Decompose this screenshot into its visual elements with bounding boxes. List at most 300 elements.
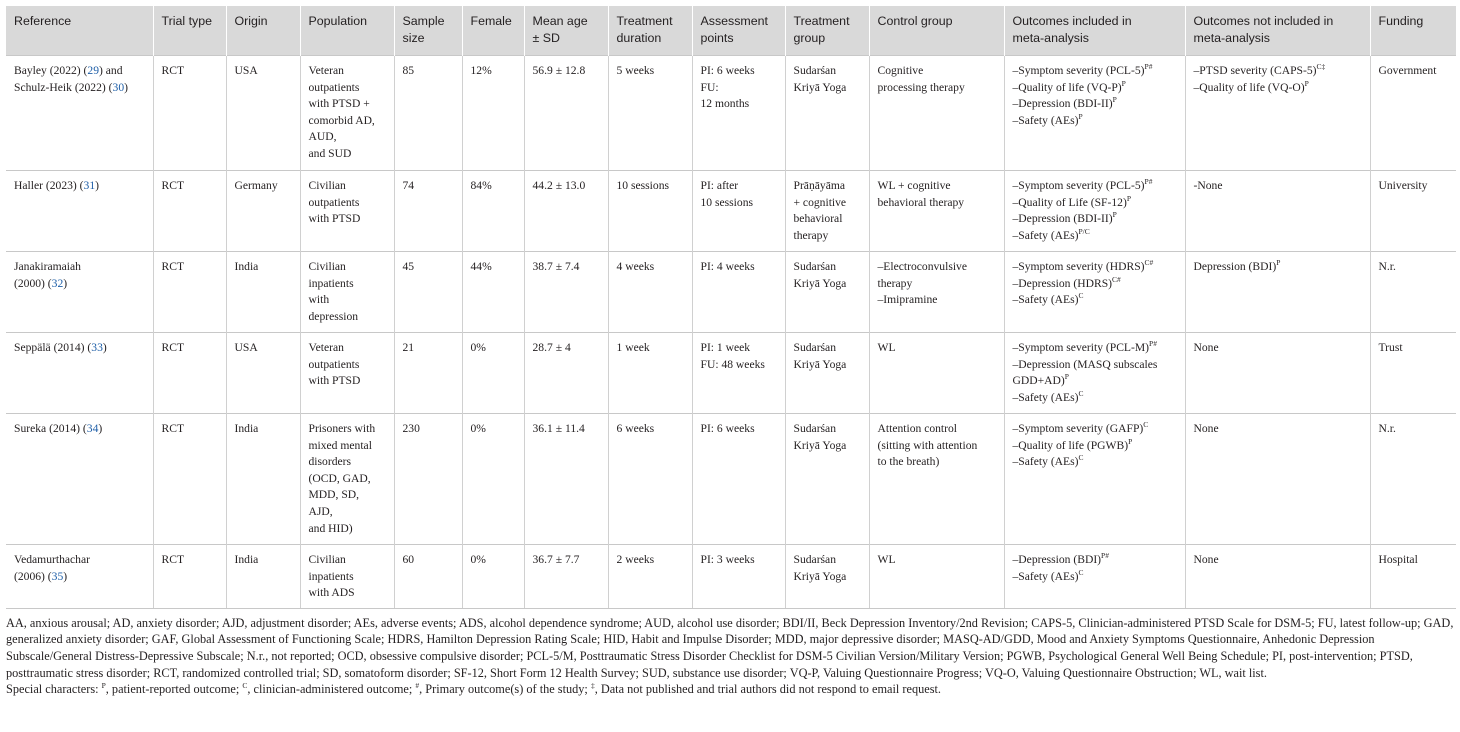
population-text: Veteran xyxy=(308,64,344,77)
outcome-text: ‒PTSD severity (CAPS-5) xyxy=(1193,64,1317,77)
cell-trial-type xyxy=(153,171,226,252)
citation-link[interactable]: 33 xyxy=(91,341,103,354)
outcome-marker: C# xyxy=(1112,274,1121,284)
origin-text: India xyxy=(234,260,259,273)
column-header-sample-size xyxy=(394,6,462,56)
cell-treatment-group xyxy=(785,414,869,545)
outcome-item xyxy=(1013,211,1177,228)
treatment-group-text: therapy xyxy=(793,228,829,242)
reference-text: Schulz-Heik (2022) ( xyxy=(14,80,113,94)
outcome-text: ‒Depression (BDI-II) xyxy=(1012,97,1113,111)
outcome-marker: C xyxy=(1078,453,1084,463)
cell-outcomes-included xyxy=(1004,545,1185,609)
outcome-text: ‒Quality of life (VQ-O) xyxy=(1193,80,1305,94)
cell-reference xyxy=(6,56,153,171)
header-text: points xyxy=(700,30,734,45)
outcome-text: ‒Depression (MASQ subscales xyxy=(1012,357,1158,371)
treatment-group-text: Kriyā Yoga xyxy=(793,357,847,371)
outcome-text: None xyxy=(1193,422,1219,435)
cell-treatment-group xyxy=(785,56,869,171)
table-header-row xyxy=(6,6,1456,56)
outcome-item xyxy=(1013,63,1177,80)
cell-origin xyxy=(226,333,300,414)
population-text: Veteran xyxy=(308,341,344,354)
cell-population xyxy=(300,252,394,333)
origin-text: USA xyxy=(234,64,258,77)
trial-type-text: RCT xyxy=(161,179,185,192)
cell-assessment-points xyxy=(692,171,785,252)
outcome-item xyxy=(1013,80,1177,97)
header-text: Origin xyxy=(234,14,268,28)
outcome-item xyxy=(1013,276,1177,293)
header-text: meta-analysis xyxy=(1193,30,1270,45)
table-row xyxy=(6,333,1456,414)
cell-female xyxy=(462,171,524,252)
citation-link[interactable]: 29 xyxy=(87,64,100,77)
outcome-text: ‒Symptom severity (PCL-5) xyxy=(1012,64,1145,77)
header-text: Reference xyxy=(14,14,72,28)
outcome-text: Depression (BDI) xyxy=(1193,260,1277,273)
cell-funding xyxy=(1370,333,1456,414)
cell-outcomes-not-included xyxy=(1185,545,1370,609)
outcome-item xyxy=(1013,454,1177,471)
population-text: MDD, SD, xyxy=(308,488,360,502)
header-text: ± SD xyxy=(532,30,560,45)
cell-origin xyxy=(226,252,300,333)
column-header-outcomes-not-included xyxy=(1185,6,1370,56)
sample-size-text: 74 xyxy=(402,179,415,192)
outcome-marker: P xyxy=(1126,193,1131,203)
control-group-text: to the breath) xyxy=(877,455,940,469)
citation-link[interactable]: 31 xyxy=(83,179,96,192)
cell-reference xyxy=(6,252,153,333)
outcome-item xyxy=(1013,195,1177,212)
mean-age-text: 56.9 ± 12.8 xyxy=(532,64,586,77)
outcome-marker: C xyxy=(1143,420,1149,429)
population-text: outpatients xyxy=(308,80,360,94)
document xyxy=(6,6,1456,698)
outcome-marker: P xyxy=(1128,436,1133,446)
treatment-group-text: behavioral xyxy=(793,212,843,226)
header-text: meta-analysis xyxy=(1012,30,1089,45)
population-text: AJD, xyxy=(308,504,333,518)
female-text: 0% xyxy=(470,553,486,566)
funding-text: Trust xyxy=(1378,341,1403,354)
special-character-text: Special characters: xyxy=(6,682,102,697)
reference-text: ) xyxy=(95,179,100,192)
cell-sample-size xyxy=(394,171,462,252)
funding-text: Hospital xyxy=(1378,553,1418,566)
column-header-trial-type xyxy=(153,6,226,56)
outcome-text: ‒Depression (BDI-II) xyxy=(1012,212,1113,226)
cell-mean-age xyxy=(524,333,608,414)
outcome-text: ‒Quality of Life (SF-12) xyxy=(1012,195,1127,209)
cell-reference xyxy=(6,414,153,545)
outcome-text: ‒Symptom severity (PCL-M) xyxy=(1012,341,1150,354)
cell-sample-size xyxy=(394,414,462,545)
treatment-duration-text: 6 weeks xyxy=(616,422,655,435)
cell-sample-size xyxy=(394,545,462,609)
outcome-text: ‒Safety (AEs) xyxy=(1012,390,1079,404)
header-text: Sample xyxy=(402,14,445,28)
assessment-points-text: 12 months xyxy=(700,97,750,111)
control-group-text: WL xyxy=(877,341,896,354)
outcome-item xyxy=(1013,113,1177,130)
cell-trial-type xyxy=(153,333,226,414)
cell-trial-type xyxy=(153,414,226,545)
column-header-female xyxy=(462,6,524,56)
cell-funding xyxy=(1370,171,1456,252)
special-character-symbol: # xyxy=(415,681,420,691)
special-characters-note xyxy=(6,681,1456,698)
column-header-funding xyxy=(1370,6,1456,56)
reference-text: (2006) ( xyxy=(14,569,52,583)
trial-type-text: RCT xyxy=(161,64,185,77)
assessment-points-text: PI: 4 weeks xyxy=(700,260,755,273)
outcome-marker: P# xyxy=(1144,62,1153,71)
population-text: with PTSD + xyxy=(308,97,370,111)
citation-link[interactable]: 34 xyxy=(86,422,99,435)
assessment-points-text: PI: 6 weeks xyxy=(700,422,755,435)
population-text: inpatients xyxy=(308,276,354,290)
abbreviations-note: AA, anxious arousal; AD, anxiety disorder; AJD, adjustment disorder; AEs, adverse events; ADS, alcohol dependence syndrome; AUD, alcohol use disorder; BDI/II, Beck Depression Inventory/2nd Revision; CAPS-5, Clinician-administered PTSD Scale for DSM-5; FU, latest follow-up; GAD, generalized anxiety disorder; GAF, Global Assessment of Functioning Scale; HDRS, Hamilton Depression Rating Scale; HID, Habit and Impulse Disorder; MDD, major depressive disorder; MASQ-AD/GDD, Mood and Anxiety Symptoms Questionnaire, Anhedonic Depression Subscale/General Distress-Depressive Subscale; N.r., not reported; OCD, obsessive compulsive disorder; PCL-5/M, Posttraumatic Stress Disorder Checklist for DSM-5 Civilian Version/Military Version; PGWB, Psychological General Well Being Schedule; PI, post-intervention; PTSD, posttraumatic stress disorder; RCT, randomized controlled trial; SD, somatoform disorder; SF-12, Short Form 12 Health Survey; SUD, substance use disorder; VQ-P, Valuing Questionnaire Progress; VQ-O, Valuing Questionnaire Obstruction; WL, wait list. xyxy=(6,615,1454,680)
header-text: group xyxy=(793,30,826,45)
origin-text: USA xyxy=(234,341,258,354)
citation-link[interactable]: 32 xyxy=(51,276,64,290)
population-text: and HID) xyxy=(308,521,353,535)
cell-origin xyxy=(226,171,300,252)
outcome-marker: P xyxy=(1112,210,1117,220)
cell-outcomes-included xyxy=(1004,252,1185,333)
cell-treatment-duration xyxy=(608,171,692,252)
population-text: inpatients xyxy=(308,569,354,583)
sample-size-text: 45 xyxy=(402,260,415,273)
control-group-text: WL + cognitive xyxy=(877,179,951,192)
mean-age-text: 44.2 ± 13.0 xyxy=(532,179,586,192)
cell-sample-size xyxy=(394,252,462,333)
cell-outcomes-included xyxy=(1004,414,1185,545)
outcome-item xyxy=(1194,421,1362,438)
treatment-duration-text: 5 weeks xyxy=(616,64,655,77)
study-characteristics-table xyxy=(6,6,1456,609)
reference-line xyxy=(14,552,145,569)
reference-text: Haller (2023) ( xyxy=(14,179,84,192)
cell-outcomes-included xyxy=(1004,333,1185,414)
cell-female xyxy=(462,252,524,333)
column-header-reference xyxy=(6,6,153,56)
cell-control-group xyxy=(869,333,1004,414)
sample-size-text: 85 xyxy=(402,64,415,77)
assessment-points-text: PI: 1 week xyxy=(700,341,751,354)
assessment-points-text: FU: 48 weeks xyxy=(700,357,765,371)
cell-treatment-duration xyxy=(608,56,692,171)
population-text: with ADS xyxy=(308,586,355,600)
column-header-assessment-points xyxy=(692,6,785,56)
population-text: comorbid AD, xyxy=(308,113,375,127)
cell-control-group xyxy=(869,171,1004,252)
reference-text: Seppälä (2014) ( xyxy=(14,341,92,354)
outcome-marker: C# xyxy=(1144,258,1154,267)
outcome-item xyxy=(1013,438,1177,455)
outcome-text: -None xyxy=(1193,179,1223,192)
female-text: 84% xyxy=(470,179,492,192)
outcome-text: ‒Safety (AEs) xyxy=(1012,455,1079,469)
cell-origin xyxy=(226,545,300,609)
cell-origin xyxy=(226,56,300,171)
population-text: AUD, xyxy=(308,130,337,144)
cell-assessment-points xyxy=(692,545,785,609)
treatment-duration-text: 4 weeks xyxy=(616,260,655,273)
column-header-origin xyxy=(226,6,300,56)
column-header-control-group xyxy=(869,6,1004,56)
cell-outcomes-included xyxy=(1004,171,1185,252)
special-character-symbol: ‡ xyxy=(590,681,595,691)
cell-female xyxy=(462,545,524,609)
column-header-population xyxy=(300,6,394,56)
special-character-symbol: P xyxy=(101,681,106,691)
control-group-text: ‒Electroconvulsive xyxy=(877,260,968,273)
cell-population xyxy=(300,56,394,171)
cell-funding xyxy=(1370,545,1456,609)
outcome-marker: C xyxy=(1078,567,1084,577)
outcome-marker: P# xyxy=(1149,339,1157,348)
control-group-text: Attention control xyxy=(877,422,958,435)
outcome-text: ‒Depression (HDRS) xyxy=(1012,276,1113,290)
sample-size-text: 230 xyxy=(402,422,420,435)
cell-assessment-points xyxy=(692,414,785,545)
reference-line xyxy=(14,276,145,293)
outcome-text: ‒Safety (AEs) xyxy=(1012,228,1079,242)
population-text: with PTSD xyxy=(308,212,361,226)
sample-size-text: 60 xyxy=(402,553,415,566)
cell-female xyxy=(462,56,524,171)
cell-funding xyxy=(1370,56,1456,171)
control-group-text: WL xyxy=(877,553,896,566)
column-header-treatment-group xyxy=(785,6,869,56)
population-text: disorders xyxy=(308,455,352,469)
reference-line xyxy=(14,63,145,80)
cell-mean-age xyxy=(524,171,608,252)
reference-line xyxy=(14,421,145,438)
reference-text: ) xyxy=(98,422,103,435)
cell-reference xyxy=(6,545,153,609)
header-text: Treatment xyxy=(793,14,850,28)
outcome-item xyxy=(1013,373,1177,390)
population-text: and SUD xyxy=(308,146,352,160)
header-text: Female xyxy=(470,14,512,28)
origin-text: India xyxy=(234,422,259,435)
header-text: Outcomes not included in xyxy=(1193,14,1334,28)
header-text: Funding xyxy=(1378,14,1424,28)
cell-treatment-duration xyxy=(608,414,692,545)
outcome-item xyxy=(1194,80,1362,97)
column-header-mean-age xyxy=(524,6,608,56)
cell-control-group xyxy=(869,252,1004,333)
outcome-item xyxy=(1194,340,1362,357)
female-text: 12% xyxy=(470,64,492,77)
population-text: outpatients xyxy=(308,357,360,371)
cell-outcomes-not-included xyxy=(1185,171,1370,252)
cell-treatment-duration xyxy=(608,545,692,609)
origin-text: Germany xyxy=(234,179,278,192)
outcome-text: GDD+AD) xyxy=(1012,374,1065,388)
outcome-item xyxy=(1013,357,1177,374)
outcome-item xyxy=(1013,96,1177,113)
control-group-text: processing therapy xyxy=(877,80,965,94)
cell-reference xyxy=(6,333,153,414)
reference-text: Janakiramaiah xyxy=(14,260,81,273)
assessment-points-text: 10 sessions xyxy=(700,195,754,209)
treatment-group-text: Kriyā Yoga xyxy=(793,569,847,583)
population-text: with PTSD xyxy=(308,374,361,388)
population-text: Civilian xyxy=(308,260,346,273)
citation-link[interactable]: 30 xyxy=(112,80,125,94)
cell-population xyxy=(300,414,394,545)
treatment-group-text: Prāṇāyāma xyxy=(793,179,846,192)
cell-origin xyxy=(226,414,300,545)
treatment-group-text: Kriyā Yoga xyxy=(793,80,847,94)
header-text: Outcomes included in xyxy=(1012,14,1132,28)
trial-type-text: RCT xyxy=(161,341,185,354)
reference-line xyxy=(14,80,145,97)
outcome-text: ‒Depression (BDI) xyxy=(1012,553,1102,566)
reference-text: Vedamurthachar xyxy=(14,553,90,566)
table-footnotes xyxy=(6,615,1456,698)
population-text: Civilian xyxy=(308,179,346,192)
cell-control-group xyxy=(869,414,1004,545)
cell-population xyxy=(300,545,394,609)
population-text: Civilian xyxy=(308,553,346,566)
cell-treatment-duration xyxy=(608,252,692,333)
cell-mean-age xyxy=(524,414,608,545)
cell-population xyxy=(300,333,394,414)
outcome-marker: P# xyxy=(1101,551,1109,560)
cell-sample-size xyxy=(394,333,462,414)
outcome-marker: P xyxy=(1112,95,1117,105)
cell-outcomes-not-included xyxy=(1185,414,1370,545)
population-text: outpatients xyxy=(308,195,360,209)
population-text: mixed mental xyxy=(308,438,372,452)
outcome-item xyxy=(1013,178,1177,195)
funding-text: University xyxy=(1378,179,1428,192)
treatment-duration-text: 10 sessions xyxy=(616,179,670,192)
table-row xyxy=(6,414,1456,545)
header-text: Assessment xyxy=(700,14,768,28)
outcome-item xyxy=(1013,390,1177,407)
origin-text: India xyxy=(234,553,259,566)
outcome-item xyxy=(1013,421,1177,438)
outcome-item xyxy=(1013,292,1177,309)
treatment-group-text: Sudarśan xyxy=(793,341,837,354)
header-text: Trial type xyxy=(161,14,212,28)
outcome-item xyxy=(1013,552,1177,569)
control-group-text: behavioral therapy xyxy=(877,195,965,209)
treatment-group-text: Sudarśan xyxy=(793,260,837,273)
control-group-text: (sitting with attention xyxy=(877,438,978,452)
control-group-text: therapy xyxy=(877,276,913,290)
cell-female xyxy=(462,414,524,545)
outcome-text: None xyxy=(1193,553,1219,566)
outcome-marker: P xyxy=(1121,78,1126,88)
outcome-marker: P xyxy=(1276,258,1281,267)
cell-control-group xyxy=(869,545,1004,609)
control-group-text: Cognitive xyxy=(877,64,924,77)
outcome-marker: P/C xyxy=(1078,226,1090,236)
female-text: 0% xyxy=(470,422,486,435)
header-text: Treatment xyxy=(616,14,673,28)
column-header-outcomes-included xyxy=(1004,6,1185,56)
cell-assessment-points xyxy=(692,252,785,333)
cell-treatment-group xyxy=(785,252,869,333)
cell-funding xyxy=(1370,414,1456,545)
outcome-item xyxy=(1194,178,1362,195)
table-row xyxy=(6,171,1456,252)
outcome-item xyxy=(1013,340,1177,357)
control-group-text: ‒Imipramine xyxy=(877,293,938,307)
cell-mean-age xyxy=(524,56,608,171)
reference-text: ) xyxy=(124,80,128,94)
outcome-marker: C xyxy=(1078,388,1084,398)
cell-assessment-points xyxy=(692,333,785,414)
reference-text: ) and xyxy=(99,64,123,77)
cell-trial-type xyxy=(153,545,226,609)
header-text: size xyxy=(402,30,425,45)
outcome-item xyxy=(1013,569,1177,586)
citation-link[interactable]: 35 xyxy=(51,569,64,583)
header-text: duration xyxy=(616,30,662,45)
outcome-text: ‒Safety (AEs) xyxy=(1012,569,1079,583)
header-text: Population xyxy=(308,14,368,28)
outcome-item xyxy=(1194,552,1362,569)
funding-text: N.r. xyxy=(1378,260,1396,273)
outcome-marker: C xyxy=(1078,291,1084,301)
cell-trial-type xyxy=(153,56,226,171)
reference-text: ) xyxy=(63,276,68,290)
cell-outcomes-not-included xyxy=(1185,333,1370,414)
cell-funding xyxy=(1370,252,1456,333)
special-character-text: , Primary outcome(s) of the study; xyxy=(419,682,591,697)
mean-age-text: 38.7 ± 7.4 xyxy=(532,260,580,273)
cell-treatment-group xyxy=(785,171,869,252)
treatment-group-text: + cognitive xyxy=(793,195,847,209)
outcome-item xyxy=(1013,259,1177,276)
population-text: Prisoners with xyxy=(308,422,376,435)
outcome-text: ‒Symptom severity (GAFP) xyxy=(1012,422,1144,435)
outcome-text: None xyxy=(1193,341,1219,354)
assessment-points-text: PI: 3 weeks xyxy=(700,553,755,566)
outcome-marker: C‡ xyxy=(1316,62,1326,71)
reference-line xyxy=(14,178,145,195)
column-header-treatment-duration xyxy=(608,6,692,56)
table-row xyxy=(6,252,1456,333)
cell-treatment-group xyxy=(785,545,869,609)
table-body xyxy=(6,56,1456,609)
outcome-marker: P xyxy=(1064,372,1069,382)
cell-treatment-duration xyxy=(608,333,692,414)
outcome-marker: P xyxy=(1304,78,1309,88)
outcome-text: ‒Symptom severity (HDRS) xyxy=(1012,260,1145,273)
trial-type-text: RCT xyxy=(161,422,185,435)
outcome-item xyxy=(1013,228,1177,245)
reference-text: ) xyxy=(102,341,107,354)
cell-outcomes-not-included xyxy=(1185,252,1370,333)
reference-text: Bayley (2022) ( xyxy=(14,64,88,77)
outcome-text: ‒Symptom severity (PCL-5) xyxy=(1012,179,1145,192)
header-text: Mean age xyxy=(532,14,588,28)
treatment-duration-text: 2 weeks xyxy=(616,553,655,566)
reference-line xyxy=(14,569,145,586)
outcome-text: ‒Quality of life (PGWB) xyxy=(1012,438,1129,452)
